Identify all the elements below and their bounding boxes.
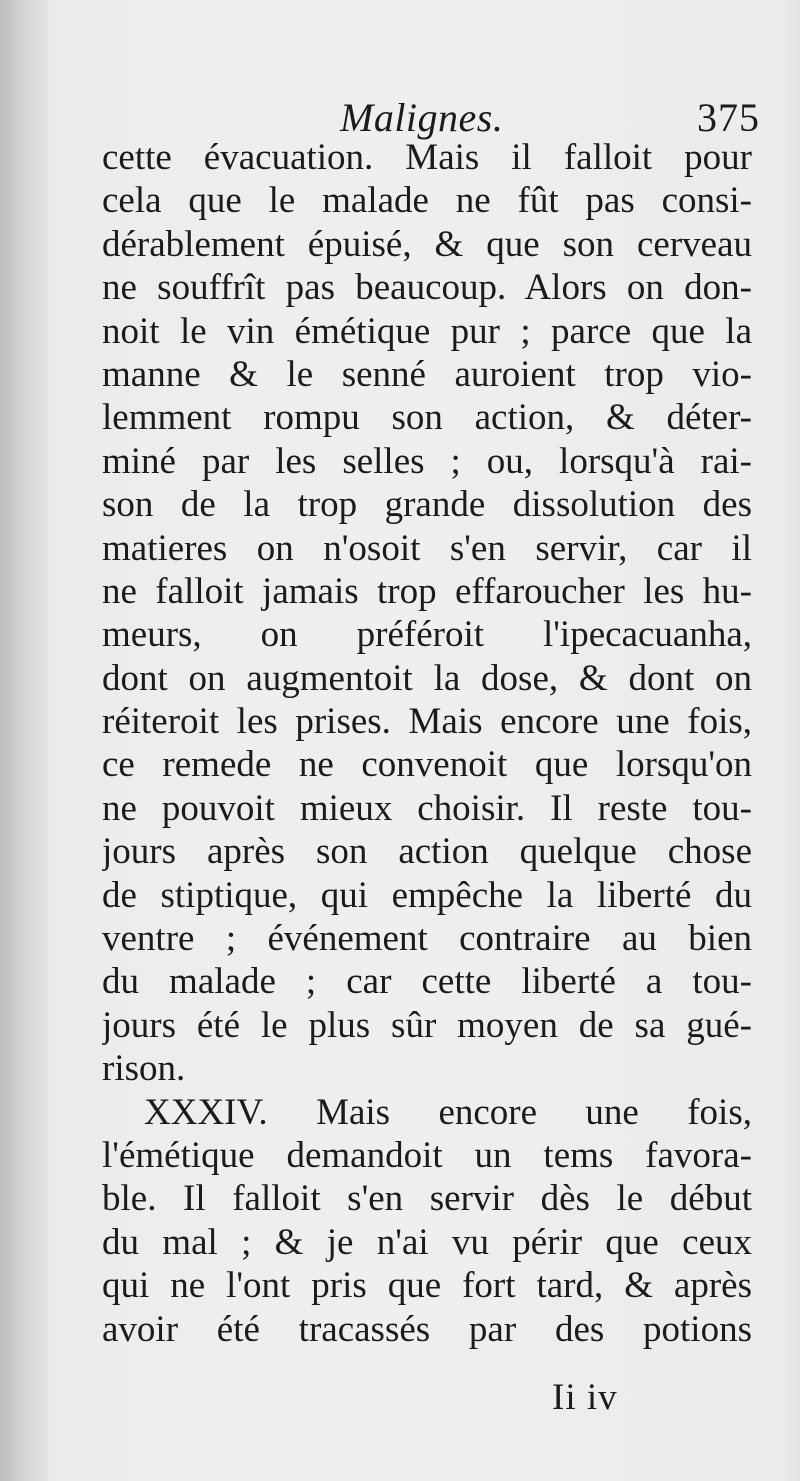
text-line: ble. Il falloit s'en servir dès le début <box>102 1178 752 1220</box>
text-line: dont on augmentoit la dose, & dont on <box>102 657 752 699</box>
text-line: ventre ; événement contraire au bien <box>102 918 752 960</box>
text-line: matieres on n'osoit s'en servir, car il <box>102 527 752 569</box>
text-line: de stiptique, qui empêche la liberté du <box>102 874 752 916</box>
running-head: Malignes. <box>340 95 504 140</box>
text-line: ce remede ne convenoit que lorsqu'on <box>102 744 752 786</box>
text-line: cela que le malade ne fût pas consi- <box>102 180 752 222</box>
text-line: meurs, on préféroit l'ipecacuanha, <box>102 614 752 656</box>
text-line: lemment rompu son action, & déter- <box>102 397 752 439</box>
text-line: jours été le plus sûr moyen de sa gué- <box>102 1004 752 1046</box>
text-line: du malade ; car cette liberté a tou- <box>102 961 752 1003</box>
text-line: cette évacuation. Mais il falloit pour <box>102 137 752 178</box>
text-line: avoir été tracassés par des potions <box>102 1308 752 1350</box>
text-line: jours après son action quelque chose <box>102 831 752 873</box>
text-line: dérablement épuisé, & que son cerveau <box>102 223 752 265</box>
text-line: rison. <box>102 1048 186 1090</box>
paragraph-2 <box>102 1091 752 1351</box>
text-line: son de la trop grande dissolution des <box>102 484 752 526</box>
text-line: XXXIV. Mais encore une fois, <box>144 1091 752 1133</box>
text-line: du mal ; & je n'ai vu périr que ceux <box>102 1221 752 1263</box>
text-line: manne & le senné auroient trop vio- <box>102 353 752 395</box>
paragraph-1 <box>102 136 752 1091</box>
text-line: ne falloit jamais trop effaroucher les hu- <box>102 570 752 612</box>
text-line: réiteroit les prises. Mais encore une fois, <box>102 701 752 743</box>
page-number: 375 <box>697 95 760 140</box>
text-line: noit le vin émétique pur ; parce que la <box>102 310 752 352</box>
text-line: qui ne l'ont pris que fort tard, & après <box>102 1265 752 1307</box>
text-line: l'émétique demandoit un tems favora- <box>102 1134 752 1176</box>
text-line: ne pouvoit mieux choisir. Il reste tou- <box>102 787 752 829</box>
text-line: miné par les selles ; ou, lorsqu'à rai- <box>102 440 752 482</box>
page-gutter <box>0 0 48 1481</box>
text-line: ne souffrît pas beaucoup. Alors on don- <box>102 267 752 309</box>
body-text <box>102 136 752 1351</box>
signature-catchword: Ii iv <box>552 1377 618 1418</box>
